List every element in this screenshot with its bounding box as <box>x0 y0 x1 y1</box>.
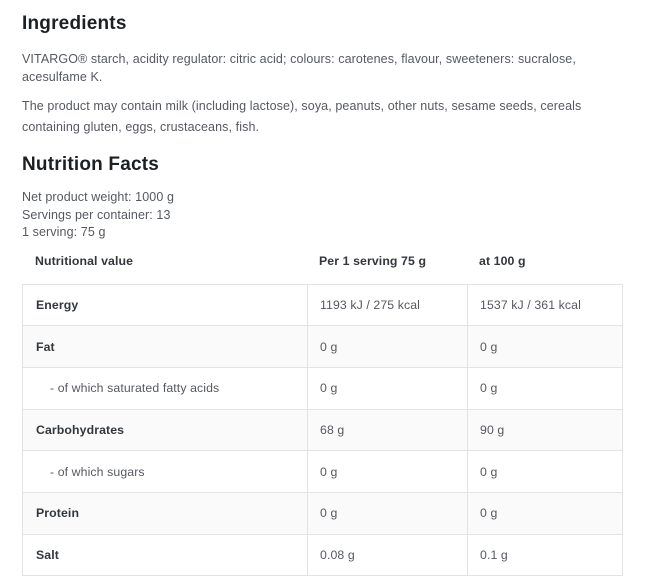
per-serving-value: 0 g <box>308 492 468 534</box>
table-row <box>23 492 623 534</box>
nutrient-label: Protein <box>23 492 308 534</box>
per-serving-value: 1193 kJ / 275 kcal <box>308 284 468 326</box>
table-row <box>23 367 623 409</box>
nutrition-table <box>22 284 623 576</box>
ingredients-composition-text: VITARGO® starch, acidity regulator: citric acid; colours: carotenes, flavour, sweeteners: sucralose, acesulfame K. <box>22 50 622 86</box>
nutrient-label: Energy <box>23 284 308 326</box>
servings-per-container: Servings per container: 13 <box>22 207 622 225</box>
table-row <box>23 451 623 493</box>
per-100g-value: 0 g <box>468 326 623 368</box>
nutrient-label: Fat <box>23 326 308 368</box>
nutrition-meta <box>22 189 622 242</box>
per-serving-value: 0 g <box>308 367 468 409</box>
per-100g-value: 0 g <box>468 367 623 409</box>
per-serving-value: 0 g <box>308 451 468 493</box>
nutrient-label: - of which sugars <box>23 451 308 493</box>
per-100g-value: 0 g <box>468 451 623 493</box>
per-100g-value: 0 g <box>468 492 623 534</box>
per-100g-value: 1537 kJ / 361 kcal <box>468 284 623 326</box>
per-serving-value: 68 g <box>308 409 468 451</box>
net-product-weight: Net product weight: 1000 g <box>22 189 622 207</box>
nutrition-facts-title: Nutrition Facts <box>22 154 622 176</box>
header-per-100g: at 100 g <box>467 254 622 268</box>
nutrient-label: Carbohydrates <box>23 409 308 451</box>
per-serving-value: 0.08 g <box>308 534 468 576</box>
per-serving-value: 0 g <box>308 326 468 368</box>
nutrient-label: - of which saturated fatty acids <box>23 367 308 409</box>
table-row <box>23 284 623 326</box>
table-row <box>23 534 623 576</box>
ingredients-title: Ingredients <box>22 13 622 35</box>
allergen-notice-text: The product may contain milk (including lactose), soya, peanuts, other nuts, sesame seeds, cereals containing gluten, eggs, crustaceans, fish. <box>22 96 622 138</box>
nutrition-table-header <box>22 254 622 268</box>
per-100g-value: 90 g <box>468 409 623 451</box>
per-100g-value: 0.1 g <box>468 534 623 576</box>
table-row <box>23 409 623 451</box>
header-nutritional-value: Nutritional value <box>22 254 307 268</box>
serving-size: 1 serving: 75 g <box>22 224 622 242</box>
header-per-serving: Per 1 serving 75 g <box>307 254 467 268</box>
table-row <box>23 326 623 368</box>
nutrient-label: Salt <box>23 534 308 576</box>
